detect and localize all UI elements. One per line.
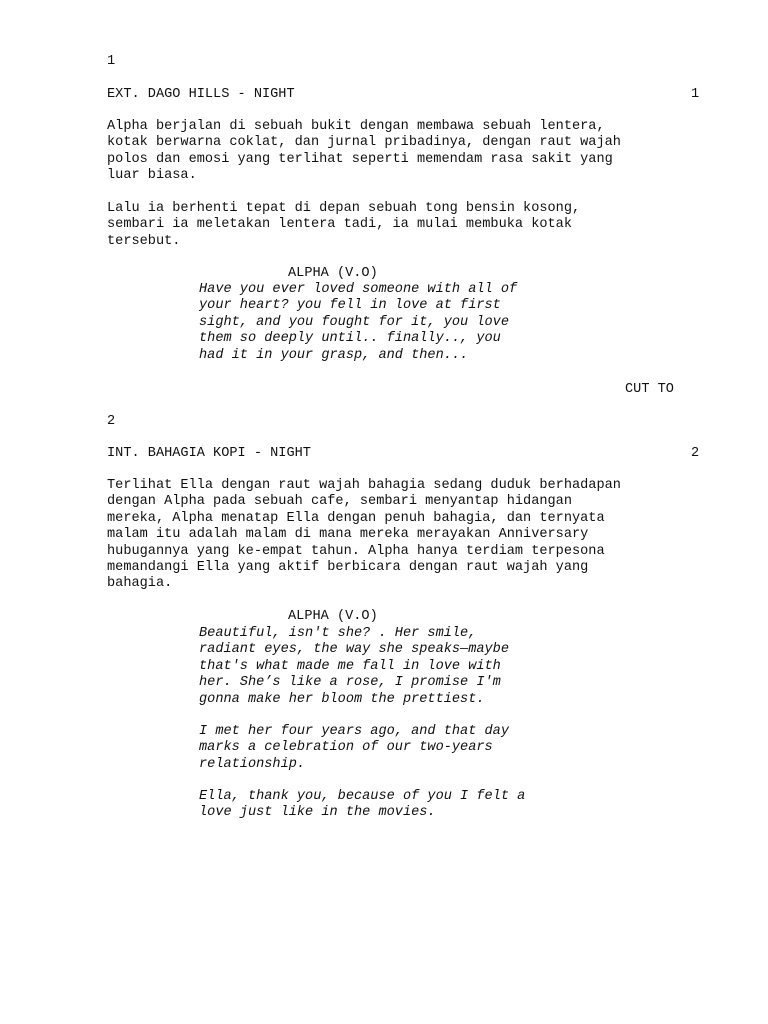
scene-number-right: 2	[691, 446, 700, 461]
action-line: Lalu ia berhenti tepat di depan sebuah tong bensin kosong,	[107, 201, 581, 216]
action-paragraph	[107, 119, 667, 185]
action-line: memandangi Ella yang aktif berbicara dengan raut wajah yang	[107, 560, 589, 576]
action-line: Terlihat Ella dengan raut wajah bahagia sedang duduk berhadapan	[107, 478, 621, 493]
dialogue-line: radiant eyes, the way she speaks—maybe	[199, 642, 509, 658]
scene-heading: INT. BAHAGIA KOPI - NIGHT	[107, 446, 311, 461]
dialogue-line: Have you ever loved someone with all of	[199, 282, 518, 297]
dialogue-block	[199, 282, 559, 364]
dialogue-line: your heart? you fell in love at first	[199, 298, 501, 314]
dialogue-line: relationship.	[199, 756, 306, 772]
action-line: kotak berwarna coklat, dan jurnal pribadinya, dengan raut wajah	[107, 135, 621, 151]
action-line: tersebut.	[107, 233, 181, 249]
action-line: polos dan emosi yang terlihat seperti memendam rasa sakit yang	[107, 151, 613, 167]
character-name: ALPHA (V.O)	[288, 266, 378, 281]
dialogue-line: that's what made me fall in love with	[199, 658, 501, 674]
action-line: malam itu adalah malam di mana mereka merayakan Anniversary	[107, 527, 589, 543]
dialogue-block	[199, 789, 559, 822]
character-name: ALPHA (V.O)	[288, 609, 378, 624]
action-line: dengan Alpha pada sebuah cafe, sembari menyantap hidangan	[107, 494, 572, 510]
action-line: luar biasa.	[107, 168, 197, 184]
scene-number-right: 1	[691, 87, 700, 102]
dialogue-line: her. She’s like a rose, I promise I'm	[199, 675, 501, 691]
action-paragraph	[107, 201, 667, 250]
dialogue-line: Ella, thank you, because of you I felt a	[199, 789, 526, 804]
action-paragraph	[107, 478, 667, 593]
action-line: sembari ia meletakan lentera tadi, ia mulai membuka kotak	[107, 217, 572, 233]
transition: CUT TO	[625, 382, 674, 397]
dialogue-line: marks a celebration of our two-years	[199, 740, 493, 756]
action-line: bahagia.	[107, 576, 173, 592]
action-line: hubugannya yang ke-empat tahun. Alpha hanya terdiam terpesona	[107, 543, 605, 559]
action-line: Alpha berjalan di sebuah bukit dengan membawa sebuah lentera,	[107, 119, 605, 134]
scene-number: 1	[107, 54, 116, 69]
action-line: mereka, Alpha menatap Ella dengan penuh bahagia, dan ternyata	[107, 510, 605, 526]
dialogue-block	[199, 626, 559, 708]
dialogue-line: gonna make her bloom the prettiest.	[199, 691, 485, 707]
dialogue-line: sight, and you fought for it, you love	[199, 314, 509, 330]
scene-heading: EXT. DAGO HILLS - NIGHT	[107, 87, 295, 102]
dialogue-line: I met her four years ago, and that day	[199, 724, 509, 739]
dialogue-line: Beautiful, isn't she? . Her smile,	[199, 626, 477, 641]
dialogue-line: them so deeply until.. finally.., you	[199, 331, 501, 347]
dialogue-line: love just like in the movies.	[199, 805, 436, 821]
scene-number: 2	[107, 414, 116, 429]
dialogue-line: had it in your grasp, and then...	[199, 347, 469, 363]
dialogue-block	[199, 724, 559, 773]
